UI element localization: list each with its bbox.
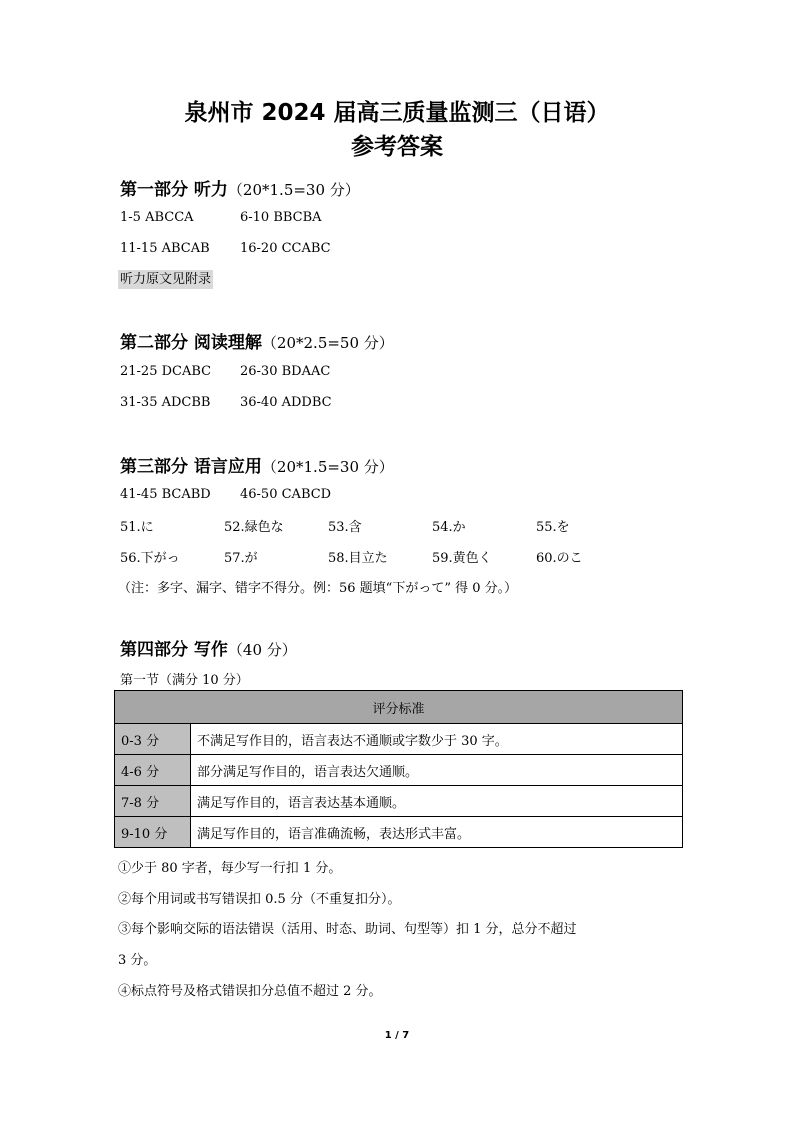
part2-heading — [120, 328, 394, 353]
part1-score: （20*1.5=30 分） — [227, 181, 360, 199]
page-number: 1 / 7 — [384, 1030, 410, 1041]
rule-4: ④标点符号及格式错误扣分总值不超过 2 分。 — [118, 984, 382, 999]
score-description: 部分满足写作目的，语言表达欠通顺。 — [191, 755, 683, 786]
part3-answers-41-45: 41-45 BCABD — [120, 487, 211, 502]
part2-score: （20*2.5=50 分） — [261, 334, 394, 352]
table-header-row — [115, 691, 683, 724]
part1-answers-16-20: 16-20 CCABC — [240, 241, 331, 256]
score-range: 4-6 分 — [115, 755, 191, 786]
part1-answers-1-5: 1-5 ABCCA — [120, 210, 194, 225]
score-description: 满足写作目的，语言准确流畅，表达形式丰富。 — [191, 817, 683, 848]
document-title: 泉州市 2024 届高三质量监测三（日语） — [184, 100, 610, 126]
listening-note-text: 听力原文见附录 — [120, 272, 212, 287]
part3-heading — [120, 452, 394, 477]
section-1-label: 第一节（满分 10 分） — [120, 673, 249, 688]
document-subtitle: 参考答案 — [351, 134, 443, 160]
fill-answer-57: 57.が — [224, 551, 258, 566]
part2-answers-36-40: 36-40 ADDBC — [240, 395, 332, 410]
table-row — [115, 817, 683, 848]
fill-answer-54: 54.か — [432, 520, 466, 535]
fill-answer-59: 59.黄色く — [432, 551, 492, 566]
part1-answers-11-15: 11-15 ABCAB — [120, 241, 210, 256]
rule-2: ②每个用词或书写错误扣 0.5 分（不重复扣分）。 — [118, 892, 401, 907]
fill-answer-56: 56.下がっ — [120, 551, 180, 566]
part4-heading — [120, 635, 297, 660]
part3-score: （20*1.5=30 分） — [261, 458, 394, 476]
fill-answer-55: 55.を — [536, 520, 570, 535]
part1-answers-6-10: 6-10 BBCBA — [240, 210, 322, 225]
fill-answer-53: 53.含 — [328, 520, 362, 535]
fill-answer-58: 58.目立た — [328, 551, 388, 566]
part2-answers-31-35: 31-35 ADCBB — [120, 395, 211, 410]
part4-score: （40 分） — [227, 641, 297, 659]
part3-note: （注：多字、漏字、错字不得分。例：56 题填“下がって” 得 0 分。） — [118, 581, 518, 596]
fill-answer-52: 52.緑色な — [224, 520, 284, 535]
fill-answer-51: 51.に — [120, 520, 154, 535]
fill-answer-60: 60.のこ — [536, 551, 583, 566]
part1-heading — [120, 175, 360, 200]
score-description: 不满足写作目的，语言表达不通顺或字数少于 30 字。 — [191, 724, 683, 755]
table-row — [115, 786, 683, 817]
table-row — [115, 724, 683, 755]
score-range: 7-8 分 — [115, 786, 191, 817]
score-description: 满足写作目的，语言表达基本通顺。 — [191, 786, 683, 817]
part3-answers-46-50: 46-50 CABCD — [240, 487, 332, 502]
part3-title: 第三部分 语言应用 — [120, 457, 262, 477]
rule-3: ③每个影响交际的语法错误（活用、时态、助词、句型等）扣 1 分，总分不超过 — [118, 922, 577, 937]
part2-title: 第二部分 阅读理解 — [120, 333, 262, 353]
part2-answers-21-25: 21-25 DCABC — [120, 364, 212, 379]
part4-title: 第四部分 写作 — [120, 640, 228, 660]
rule-1: ①少于 80 字者，每少写一行扣 1 分。 — [118, 861, 342, 876]
rule-3-continued: 3 分。 — [118, 953, 157, 968]
table-header: 评分标准 — [115, 691, 683, 724]
score-range: 0-3 分 — [115, 724, 191, 755]
part1-title: 第一部分 听力 — [120, 180, 228, 200]
score-range: 9-10 分 — [115, 817, 191, 848]
listening-note — [118, 268, 213, 287]
table-row — [115, 755, 683, 786]
grading-table — [114, 690, 683, 848]
part2-answers-26-30: 26-30 BDAAC — [240, 364, 331, 379]
